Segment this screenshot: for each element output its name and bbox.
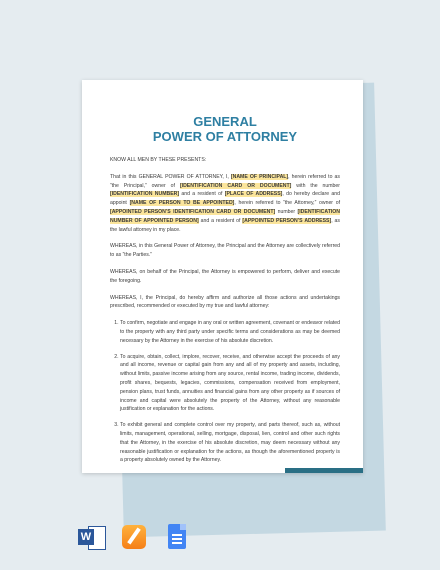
whereas-parties-paragraph: WHEREAS, in this General Power of Attorney, the Principal and the Attorney are collectively referred to as “the Parties.”	[110, 243, 340, 259]
placeholder-principal-name: [NAME OF PRINCIPAL]	[230, 173, 289, 180]
list-item: 3. To exhibit general and complete control over my property, and parts thereof, such as, without limits, management, operational, selling, mortgage, disposal, lien, control and other such rights that the Attorney, in the exercise of his absolute discretion, may deem necessary without any reasonable justification or explanation for the actions, as though the aforementioned property is a property absolutely owned by the Attorney.	[120, 421, 340, 465]
format-icons	[78, 524, 190, 552]
placeholder-id-number: [IDENTIFICATION NUMBER]	[110, 191, 180, 198]
placeholder-appointee-address: [APPOINTED PERSON’S ADDRESS]	[242, 217, 332, 224]
powers-list	[110, 319, 340, 465]
placeholder-appointee-name: [NAME OF PERSON TO BE APPOINTED]	[129, 200, 235, 207]
accent-bar	[285, 468, 363, 473]
google-docs-icon[interactable]	[162, 524, 190, 552]
document-page	[82, 80, 363, 473]
placeholder-appointee-id-number: [IDENTIFICATION NUMBER OF APPOINTED PERSON]	[110, 208, 340, 224]
whereas-empowered-paragraph: WHEREAS, on behalf of the Principal, the Attorney is empowered to perform, deliver and execute the foregoing.	[110, 268, 340, 284]
document-title: GENERAL	[193, 114, 257, 129]
placeholder-address: [PLACE OF ADDRESS]	[224, 191, 283, 198]
document-subtitle: POWER OF ATTORNEY	[152, 129, 298, 144]
placeholder-id-document: [IDENTIFICATION CARD OR DOCUMENT]	[179, 182, 292, 189]
placeholder-appointee-id-document: [APPOINTED PERSON’S IDENTIFICATION CARD OR DOCUMENT]	[110, 208, 276, 215]
appointment-paragraph: That in this GENERAL POWER OF ATTORNEY, I, [NAME OF PRINCIPAL], herein referred to as “the Principal,” owner of [IDENTIFICATION CARD OR DOCUMENT] with the number [IDENTIFICATION NUMBER] and a resident of [PLACE OF ADDRESS], do hereby declare and appoint [NAME OF PERSON TO BE APPOINTED], herein referred to “the Attorney,” owner of [APPOINTED PERSON’S IDENTIFICATION CARD OR DOCUMENT] number [IDENTIFICATION NUMBER OF APPOINTED PERSON] and a resident of [APPOINTED PERSON’S ADDRESS], as the lawful attorney in my place.	[110, 173, 340, 233]
pages-icon[interactable]	[120, 524, 148, 552]
intro-line: KNOW ALL MEN BY THESE PRESENTS:	[110, 157, 207, 163]
whereas-affirm-paragraph: WHEREAS, I, the Principal, do hereby affirm and authorize all those actions and undertakings prescribed, recommended or executed by my true and lawful attorney:	[110, 294, 340, 310]
list-item: 2. To acquire, obtain, collect, implore, recover, receive, and otherwise accept the proceeds of any and all income, revenue or capital gain from any and all of my property and assets, including, without limits, passive income arising from any source, rental income, trading income, dividends, profit shares, bequests, legacies, commissions, compensation received from employment, pension plans, trust funds, annuities and financial gains from any other property as if sources of income and capital were absolutely the property of the Attorney, without any reasonable justification or explanation for the actions.	[120, 353, 340, 415]
list-item: 1. To confirm, negotiate and engage in any oral or written agreement, covenant or endeavor related to the property with any third party under specific terms and considerations as may be deemed necessary by the Attorney in the exercise of his absolute discretion.	[120, 319, 340, 345]
word-icon[interactable]: W	[78, 524, 106, 552]
